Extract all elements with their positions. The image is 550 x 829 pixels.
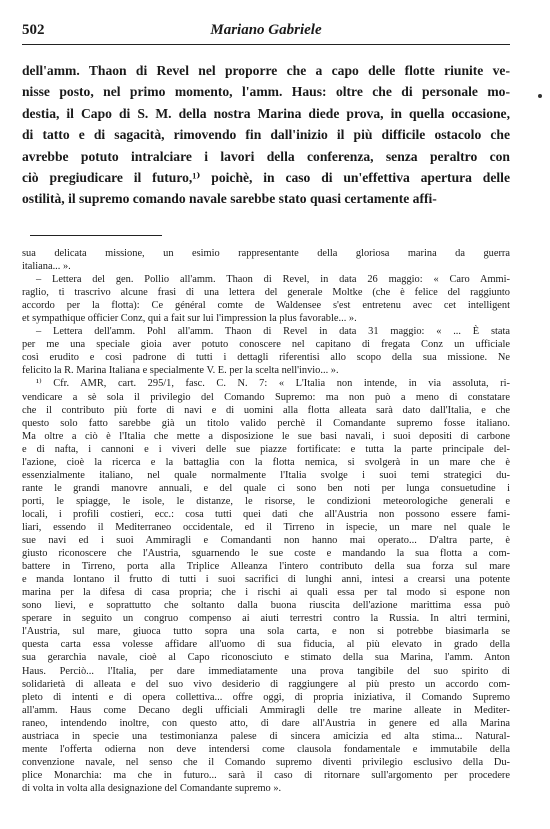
footnote-line: mente l'offerta odierna non deve intendersi come clausola fondamentale e immutabile della — [22, 743, 510, 755]
footnote-line: sua gerarchia navale, cioè al Capo riconosciuto e stimato della sua Marina, l'amm. Anton — [22, 652, 510, 664]
body-line: destia, il Capo di S. M. della nostra Marina diede prova, in quella occasione, — [22, 105, 510, 121]
footnote-line: porti, le spiagge, le isole, le distanze, le risorse, le condizioni meteorologiche generali e — [22, 495, 510, 507]
body-line: avrebbe potuto intralciare i lavori della conferenza, senza peraltro con — [22, 148, 510, 164]
footnote-line: solidarietà di alleata e del suo vivo desiderio di raggiungere al più presto un accordo com- — [22, 678, 510, 690]
footnote-line: austriaca in specie una testimonianza palese di sincera amicizia ed alta stima... Natural- — [22, 730, 510, 742]
footnote-line: battere in Tirreno, porta alla Triplice Alleanza l'intero contributo della sua forza sul mare — [22, 561, 510, 573]
footnote-line: – Lettera del gen. Pollio all'amm. Thaon di Revel, in data 26 maggio: « Caro Ammi- — [36, 274, 510, 286]
body-line: dell'amm. Thaon di Revel nel proporre che a capo delle flotte riunite ve- — [22, 63, 510, 78]
footnote-line: e di nafta, i cannoni e i viveri delle sue piazze fortificate: e tutta la parte principale del- — [22, 443, 510, 455]
footnote-line: felicito la R. Marina Italiana e specialmente V. E. per la scelta nell'invio... ». — [22, 365, 339, 377]
footnote-line: essenzialmente italiano, nel quale normalmente l'Italia svolge i suoi temi strategici du- — [22, 469, 510, 481]
footnote-line: l'azione, cioè la ricerca e la battaglia con la flotta nemica, si svolgerà in un mare che è — [22, 456, 510, 468]
body-line: ciò pregiudicare il futuro,¹⁾ poichè, in caso di un'effettiva apertura delle — [22, 170, 510, 186]
body-line: nisse posto, nel primo momento, l'amm. Haus: oltre che di personale mo- — [22, 84, 510, 100]
footnote-line: sua delicata missione, un esimio rappresentante della gloriosa marina da guerra — [22, 248, 510, 259]
footnote-line: marina per la difesa di casa propria; che i rischi ai quali essa per tal modo si espone non — [22, 587, 510, 599]
footnote-line: così erudito e così padrone di tutti i dettagli riferentisi allo scopo della sua missione. Ne — [22, 352, 510, 364]
footnote-line: e manda lontano il frutto di tutti i suoi sacrifici di lunghi anni, intesi a crearsi una potente — [22, 574, 510, 586]
footnote-line: plice Monarchia: ma che in futuro... sarà il caso di ritornare sull'argomento per procedere — [22, 769, 510, 781]
footnote-line: raglio, ti trascrivo alcune frasi di una lettera del generale Moltke (che è felice del raggiunto — [22, 287, 510, 299]
footnote-line: italiana... ». — [22, 261, 71, 273]
footnote-line: convenzione navale, nel senso che il Comando supremo diventi privilegio esclusivo della Du- — [22, 756, 510, 768]
footnote-line: Haus. Perciò... l'Italia, per dare immediatamente una prova tangibile del suo spirito di — [22, 665, 510, 677]
footnote-line: questa carta essa volesse affidare all'uomo di sua fiducia, al più elevato in grado della — [22, 639, 510, 651]
page-number: 502 — [22, 22, 45, 38]
footnote-line: all'amm. Haus come Decano degli ufficiali Ammiragli delle tre marine alleate in Mediter- — [22, 704, 510, 716]
body-line: di tatto e di sagacità, rimovendo fin dall'inizio il più difficile ostacolo che — [22, 127, 510, 143]
footnote-line: vendicare a sè sola il privilegio del Comando Supremo: ma non può a meno di constatare — [22, 391, 510, 403]
footnote-line: liari, essendo il Mediterraneo occidentale, ed il Tirreno in ispecie, un mare nel quale le — [22, 521, 510, 533]
footnotes — [22, 247, 510, 795]
running-header — [22, 18, 510, 45]
footnote-line: Ma oltre a ciò è l'Italia che mette a disposizione le sue basi navali, i suoi depositi di carbone — [22, 430, 510, 442]
footnote-line: – Lettera dell'amm. Pohl all'amm. Thaon di Revel in data 31 maggio: « ... È stata — [36, 326, 510, 338]
footnote-line: sue navi ed i suoi Ammiragli e Comandanti non hanno mai operato... D'altra parte, è — [22, 535, 510, 547]
footnote-line: ¹⁾ Cfr. AMR, cart. 295/1, fasc. C. N. 7: « L'Italia non intende, in via assoluta, ri- — [36, 378, 510, 390]
footnote-line: per me una speciale gioia aver potuto conoscere nel capitano di fregata Conz un ufficiale — [22, 339, 510, 351]
footnote-line: l'Austria, sul mare, giuoca tutto sopra una sola carta, e non si potrebbe biasimarla se — [22, 626, 510, 638]
margin-mark — [538, 94, 542, 98]
footnote-line: pleto di intenti e di opera collettiva... offre oggi, di propria iniziativa, il Comando Supremo — [22, 691, 510, 703]
footnote-line: giusto riconoscere che l'Austria, sguarnendo le sue coste e mandando la sua flotta a com- — [22, 548, 510, 560]
body-text — [22, 60, 510, 210]
footnote-line: et sympathique officier Conz, qui a fait sur lui l'impression la plus favorable... ». — [22, 313, 357, 325]
footnote-line: sono lievi, e soprattutto che soltanto dalla buona riuscita dell'azione marittima essa può — [22, 600, 510, 612]
footnote-separator — [30, 235, 162, 236]
footnote-line: accordo per la flotta): Ce général comte de Waldensee s'est entretenu avec cet intelligent — [22, 300, 510, 312]
running-header-author: Mariano Gabriele — [210, 22, 322, 38]
footnote-line: questo solo fatto sarebbe già un titolo valido perchè il Comandante supremo fosse italiano. — [22, 417, 510, 429]
footnote-line: che il contributo più forte di navi e di uomini alla flotta alleata sarà dato dall'Italia, e che — [22, 404, 510, 416]
footnote-line: raneo, intendendo inoltre, con questo atto, di dare all'Austria in genere ed alla Marina — [22, 717, 510, 729]
footnote-line: di volta in volta alla designazione del Comandante supremo ». — [22, 782, 282, 794]
body-line: ostilità, il supremo comando navale sarebbe stato quasi certamente affi- — [22, 191, 437, 207]
footnote-line: sperare in seguito un congruo compenso ai aiuti terrestri contro la Russia. In altri termini, — [22, 613, 510, 625]
footnote-line: rante le grandi manovre annuali, e del quale ci sono ben noti per lunga consuetudine i — [22, 482, 510, 494]
footnote-line: locali, i profili costieri, ecc.: cosa tutti quei dati che all'Austria non possono essere fami- — [22, 508, 510, 520]
